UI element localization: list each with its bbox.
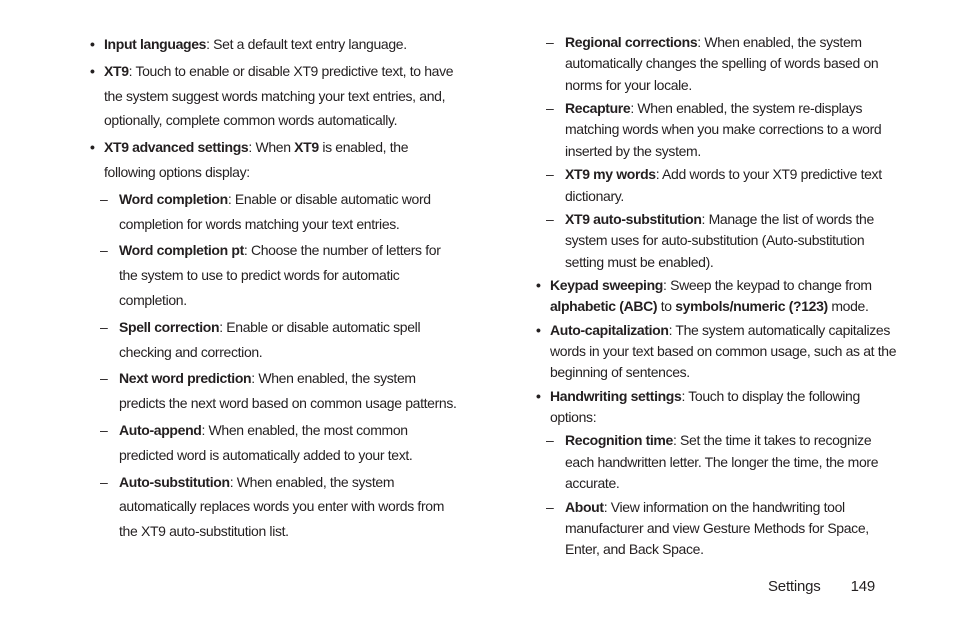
item-description: : The system automatically capitalizes words in your text based on common usage, such as at the beginning of sentences. (550, 321, 897, 381)
item-description: : View information on the handwriting tool manufacturer and view Gesture Methods for Space, Enter, and Back Space. (565, 498, 869, 558)
sub-item-word-completion (90, 187, 462, 237)
left-column (90, 32, 462, 546)
item-description: mode. (827, 298, 869, 315)
dash-marker: – (546, 34, 554, 50)
item-term: Word completion (119, 190, 228, 207)
item-term: About (565, 498, 604, 515)
item-description: : Add words to your XT9 predictive text dictionary. (565, 166, 882, 204)
item-term: Recapture (565, 100, 631, 117)
item-term: XT9 (294, 139, 319, 156)
item-description: : When (248, 139, 295, 156)
footer-section-label: Settings (768, 578, 821, 595)
bullet-marker: • (90, 36, 95, 52)
item-description: is enabled, the following options display: (104, 139, 409, 180)
item-description: : When enabled, the system predicts the next word based on common usage patterns. (119, 370, 457, 412)
dash-marker: – (100, 318, 108, 335)
item-description: : Set a default text entry language. (206, 36, 407, 52)
bullet-item-keypad-sweeping (536, 275, 902, 318)
dash-marker: – (100, 370, 108, 387)
item-term: Recognition time (565, 432, 673, 449)
bullet-item-xt9 (90, 59, 462, 133)
bullet-item-xt9-advanced-settings (90, 135, 462, 185)
dash-marker: – (546, 100, 554, 117)
dash-marker: – (546, 210, 554, 227)
dash-marker: – (100, 421, 108, 438)
item-term: Auto-capitalization (550, 321, 669, 338)
item-term: Handwriting settings (550, 387, 682, 404)
item-description: : Enable or disable automatic spell checking and correction. (119, 318, 421, 360)
sub-item-next-word-prediction (90, 366, 462, 416)
item-term: Auto-append (119, 421, 202, 438)
sub-item-recapture (536, 98, 902, 162)
dash-marker: – (100, 473, 108, 490)
item-description: : Enable or disable automatic word completion for words matching your text entries. (119, 190, 431, 232)
dash-marker: – (546, 166, 554, 183)
bullet-marker: • (536, 387, 541, 404)
sub-item-auto-substitution (90, 470, 462, 544)
bullet-marker: • (536, 321, 541, 338)
item-description: : When enabled, the system automatically replaces words you enter with words from the XT9 auto-substitution list. (119, 473, 445, 540)
sub-item-word-completion-pt (90, 238, 462, 312)
item-term: Auto-substitution (119, 473, 230, 490)
sub-item-recognition-time (536, 430, 902, 494)
item-term: Keypad sweeping (550, 276, 664, 293)
sub-item-about (536, 497, 902, 561)
bullet-item-input-languages (90, 32, 462, 57)
sub-item-xt9-my-words (536, 164, 902, 207)
item-term: Regional corrections (565, 34, 698, 50)
item-description: : Manage the list of words the system uses for auto-substitution (Auto-substitution setting must be enabled). (565, 210, 874, 270)
dash-marker: – (546, 498, 554, 515)
page-number: 149 (850, 578, 876, 595)
item-description: : Set the time it takes to recognize each handwritten letter. The longer the time, the more accurate. (565, 432, 879, 492)
item-term: XT9 my words (565, 166, 656, 183)
item-description: : Touch to enable or disable XT9 predictive text, to have the system suggest words matching your text entries, and, optionally, complete common words automatically. (104, 62, 454, 129)
bullet-item-handwriting-settings (536, 386, 902, 429)
page-footer (768, 578, 875, 595)
item-term: Word completion pt (119, 242, 244, 259)
item-description: : Touch to display the following options: (550, 387, 860, 426)
item-term: Spell correction (119, 318, 220, 335)
item-description: : Sweep the keypad to change from (663, 276, 872, 293)
item-term: XT9 (104, 62, 129, 79)
right-column (536, 32, 902, 563)
dash-marker: – (100, 242, 108, 259)
item-term: XT9 advanced settings (104, 139, 249, 156)
sub-item-xt9-auto-substitution (536, 209, 902, 273)
item-description: to (657, 298, 676, 315)
sub-item-spell-correction (90, 315, 462, 365)
bullet-marker: • (90, 139, 95, 156)
item-description: : When enabled, the system automatically changes the spelling of words based on norms for your locale. (565, 34, 879, 93)
sub-item-auto-append (90, 418, 462, 468)
item-term: XT9 auto-substitution (565, 210, 702, 227)
bullet-marker: • (536, 276, 541, 293)
item-description: : When enabled, the most common predicted word is automatically added to your text. (119, 421, 413, 463)
dash-marker: – (100, 190, 108, 207)
bullet-item-auto-capitalization (536, 320, 902, 384)
item-description: : Choose the number of letters for the system to use to predict words for automatic completion. (119, 242, 441, 308)
item-term: symbols/numeric (?123) (675, 298, 828, 315)
item-description: : When enabled, the system re-displays matching words when you make corrections to a word inserted by the system. (565, 100, 882, 159)
item-term: Next word prediction (119, 370, 252, 387)
bullet-marker: • (90, 62, 95, 79)
sub-item-regional-corrections (536, 32, 902, 96)
item-term: alphabetic (ABC) (550, 298, 658, 315)
dash-marker: – (546, 432, 554, 449)
item-term: Input languages (104, 36, 207, 52)
